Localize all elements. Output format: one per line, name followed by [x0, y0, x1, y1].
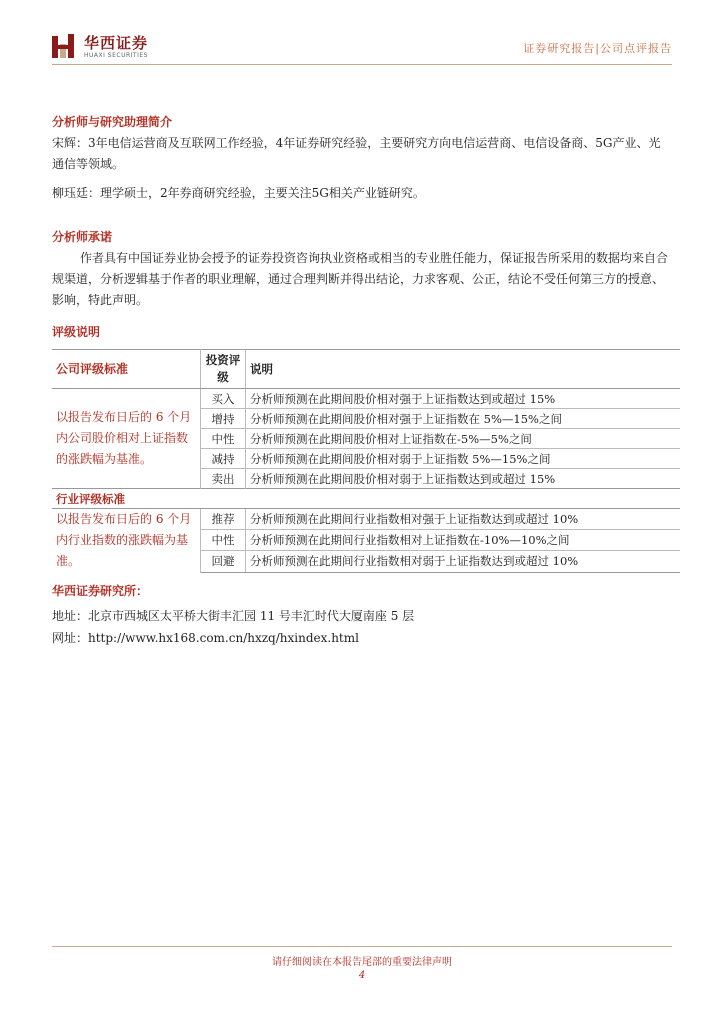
- institute-title: 华西证券研究所：: [52, 584, 149, 598]
- rating-desc: 分析师预测在此期间股价相对强于上证指数在 5%—15%之间: [246, 409, 681, 429]
- rating-desc: 分析师预测在此期间行业指数相对弱于上证指数达到或超过 10%: [246, 551, 681, 572]
- industry-rating-header-row: [52, 489, 680, 509]
- company-basis-text: 以报告发布日后的 6 个月内公司股价相对上证指数的涨跌幅为基准。: [52, 389, 201, 489]
- commitment-section-title: 分析师承诺: [52, 230, 113, 244]
- rating-desc: 分析师预测在此期间股价相对弱于上证指数达到或超过 15%: [246, 469, 681, 489]
- analyst-bio-1: 宋辉：3年电信运营商及互联网工作经验，4年证券研究经验，主要研究方向电信运营商、电信设备商、5G产业、光通信等领域。: [52, 136, 661, 171]
- rating-code: 增持: [201, 409, 246, 429]
- footer-divider: [52, 946, 672, 947]
- industry-basis-text: 以报告发布日后的 6 个月内行业指数的涨跌幅为基准。: [52, 509, 201, 573]
- rating-section-title: 评级说明: [52, 325, 101, 339]
- rating-desc: 分析师预测在此期间股价相对弱于上证指数 5%—15%之间: [246, 449, 681, 469]
- rating-desc: 分析师预测在此期间股价相对上证指数在-5%—5%之间: [246, 429, 681, 449]
- rating-code: 中性: [201, 530, 246, 551]
- logo-text-cn: 华西证券: [84, 34, 149, 52]
- legal-notice: 请仔细阅读在本报告尾部的重要法律声明: [272, 957, 452, 968]
- col-desc-header: 说明: [246, 350, 681, 389]
- logo-text-en: HUAXI SECURITIES: [84, 52, 148, 59]
- page-number: 4: [358, 970, 366, 981]
- rating-code: 推荐: [201, 509, 246, 530]
- rating-code: 中性: [201, 429, 246, 449]
- rating-code: 减持: [201, 449, 246, 469]
- rating-code: 卖出: [201, 469, 246, 489]
- rating-code: 回避: [201, 551, 246, 572]
- rating-desc: 分析师预测在此期间行业指数相对强于上证指数达到或超过 10%: [250, 512, 579, 527]
- analyst-bio-2: 柳珏廷：理学硕士，2年券商研究经验，主要关注5G相关产业链研究。: [52, 186, 425, 200]
- header-divider: [52, 64, 672, 65]
- institute-address: 地址：北京市西城区太平桥大街丰汇园 11 号丰汇时代大厦南座 5 层: [52, 609, 415, 623]
- institute-website[interactable]: 网址：http://www.hx168.com.cn/hxzq/hxindex.html: [52, 631, 359, 645]
- rating-desc: 分析师预测在此期间行业指数相对上证指数在-10%—10%之间: [246, 530, 681, 551]
- col-rating-header: 投资评级: [201, 350, 246, 389]
- table-row: [52, 389, 680, 409]
- rating-code: 买入: [201, 389, 246, 409]
- page-header: [52, 28, 672, 66]
- industry-rating-header: 行业评级标准: [52, 489, 680, 509]
- rating-table: [52, 349, 680, 573]
- company-rating-header-row: [52, 350, 680, 389]
- company-rating-header: 公司评级标准: [52, 350, 201, 389]
- huaxi-logo-icon: [52, 34, 74, 60]
- rating-desc: 分析师预测在此期间股价相对强于上证指数达到或超过 15%: [250, 391, 556, 406]
- report-type-label: 证券研究报告|公司点评报告: [523, 42, 672, 55]
- analyst-section-title: 分析师与研究助理简介: [52, 115, 173, 129]
- commitment-text: 作者具有中国证券业协会授予的证券投资咨询执业资格或相当的专业胜任能力，保证报告所采用的数据均来自合规渠道，分析逻辑基于作者的职业理解，通过合理判断并得出结论，力求客观、公正，结论不受任何第三方的授意、影响，特此声明。: [52, 251, 669, 307]
- table-row: [52, 509, 680, 530]
